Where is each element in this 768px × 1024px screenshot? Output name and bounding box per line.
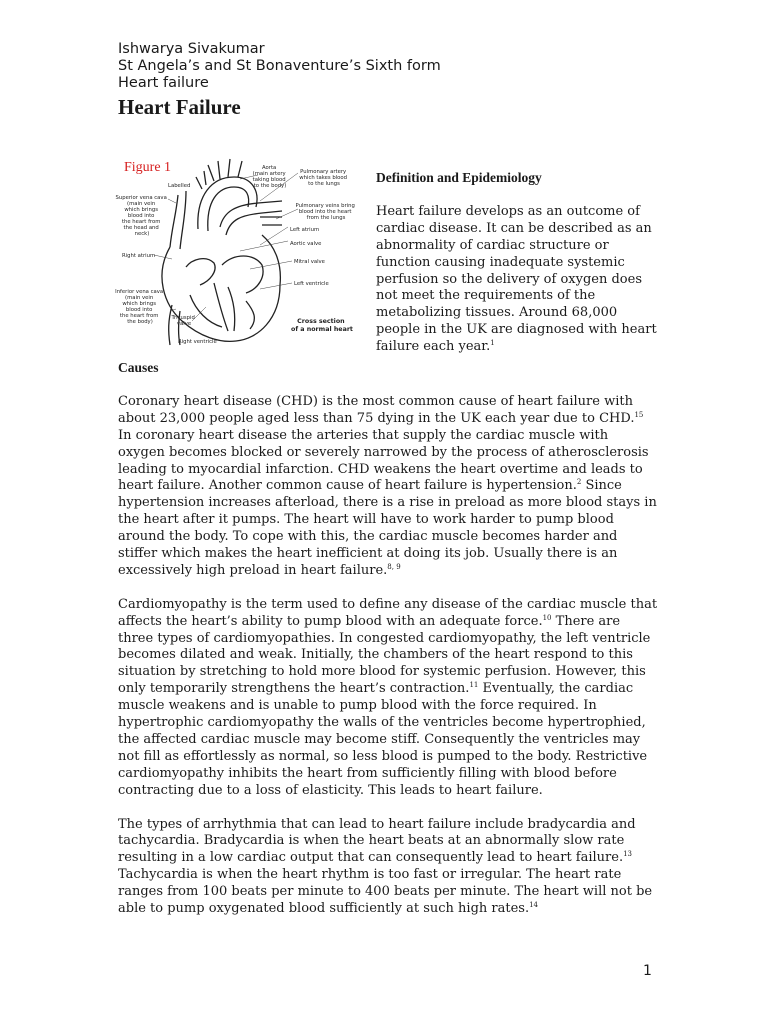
citation-ref: 10 <box>542 613 552 622</box>
topic-line: Heart failure <box>118 75 209 91</box>
citation-ref: 8, 9 <box>387 562 401 571</box>
label-left-atrium: Left atrium <box>290 227 320 233</box>
definition-heading: Definition and Epidemiology <box>376 170 542 185</box>
document-title: Heart Failure <box>118 95 241 119</box>
label-aortic-valve: Aortic valve <box>290 241 322 247</box>
paragraph-arrhythmia: The types of arrhythmia that can lead to heart failure include bradycardia and tachycardia. Bradycardia is when the heart beats at an abnormally slow rate resulting in a low cardiac output that can consequently lead to heart failure.$^{13}$ Tachycardia is when the heart rhythm is too fast or irregular. The heart rate ranges from 100 beats per minute to 400 beats per minute. The heart will not be able to pump oxygenated blood sufficiently at such high rates.$^{14}$ <box>118 816 653 917</box>
definition-section <box>376 170 661 356</box>
label-right-atrium: Right atrium <box>122 253 156 259</box>
heart-diagram-figure <box>110 155 366 350</box>
citation-ref: 15 <box>634 410 644 419</box>
label-top-small: Labelled <box>168 183 191 189</box>
citation-ref: 2 <box>576 478 582 487</box>
label-inferior-vena-cava: Inferior vena cava (main vein which brings blood into the heart from the body) <box>115 289 164 325</box>
document-header <box>118 41 441 92</box>
citation-ref: 11 <box>469 681 479 690</box>
label-aorta: Aorta (main artery taking blood to the body) <box>252 165 287 189</box>
label-right-ventricle: Right ventricle <box>178 339 217 345</box>
label-mitral-valve: Mitral valve <box>294 259 325 265</box>
citation-ref: 1 <box>490 339 495 348</box>
page-number: 1 <box>643 963 652 979</box>
citation-ref: 14 <box>529 901 539 910</box>
paragraph-chd: Coronary heart disease (CHD) is the most common cause of heart failure with about 23,000 people aged less than 75 dying in the UK each year due to CHD.$^{15}$ In coronary heart disease the arteries that supply the cardiac muscle with oxygen becomes blocked or severely narrowed by the process of atherosclerosis leading to myocardial infarction. CHD weakens the heart overtime and leads to heart failure. Another common cause of heart failure is hypertension.$^2$ Since hypertension increases afterload, there is a rise in preload as more blood stays in the heart after it pumps. The heart will have to work harder to pump blood around the body. To cope with this, the cardiac muscle becomes harder and stiffer which makes the heart inefficient at doing its job. Usually there is an excessively high preload in heart failure.$^{8, 9}$ <box>118 393 657 578</box>
label-superior-vena-cava: Superior vena cava (main vein which brings blood into the heart from the head and neck) <box>115 195 167 237</box>
figure-label: Figure 1 <box>124 160 172 175</box>
label-pulmonary-veins: Pulmonary veins bring blood into the heart from the lungs <box>295 203 355 221</box>
author-name: Ishwarya Sivakumar <box>118 41 265 57</box>
diagram-labels <box>115 165 356 345</box>
paragraph-cardiomyopathy: Cardiomyopathy is the term used to define any disease of the cardiac muscle that affects the heart’s ability to pump blood with an adequate force.$^{10}$ There are three types of cardiomyopathies. In congested cardiomyopathy, the left ventricle becomes dilated and weak. Initially, the chambers of the heart respond to this situation by stretching to hold more blood for systemic perfusion. However, this only temporarily strengthens the heart’s contraction.$^{11}$ Eventually, the cardiac muscle weakens and is unable to pump blood with the force required. In hypertrophic cardiomyopathy the walls of the ventricles become hypertrophied, the affected cardiac muscle may become stiff. Consequently the ventricles may not fill as effortlessly as normal, so less blood is pumped to the body. Restrictive cardiomyopathy inhibits the heart from sufficiently filling with blood before contracting due to a loss of elasticity. This leads to heart failure. <box>118 596 658 798</box>
definition-paragraph: Heart failure develops as an outcome of cardiac disease. It can be described as an abnormality of cardiac structure or function causing inadequate systemic perfusion so the delivery of oxygen does not meet the requirements of the metabolizing tissues. Around 68,000 people in the UK are diagnosed with heart failure each year.$^1$ <box>376 203 657 355</box>
causes-section <box>118 360 658 935</box>
label-tricuspid-valve: Tricuspid valve <box>171 315 195 327</box>
diagram-caption: Cross section of a normal heart <box>291 318 353 333</box>
causes-heading: Causes <box>118 360 159 375</box>
label-pulmonary-artery: Pulmonary artery which takes blood to the lungs <box>299 169 348 187</box>
label-left-ventricle: Left ventricle <box>294 281 329 287</box>
citation-ref: 13 <box>623 850 633 859</box>
leader-lines <box>154 173 298 321</box>
school-name: St Angela’s and St Bonaventure’s Sixth form <box>118 58 441 74</box>
heart-cross-section-diagram <box>110 155 366 350</box>
